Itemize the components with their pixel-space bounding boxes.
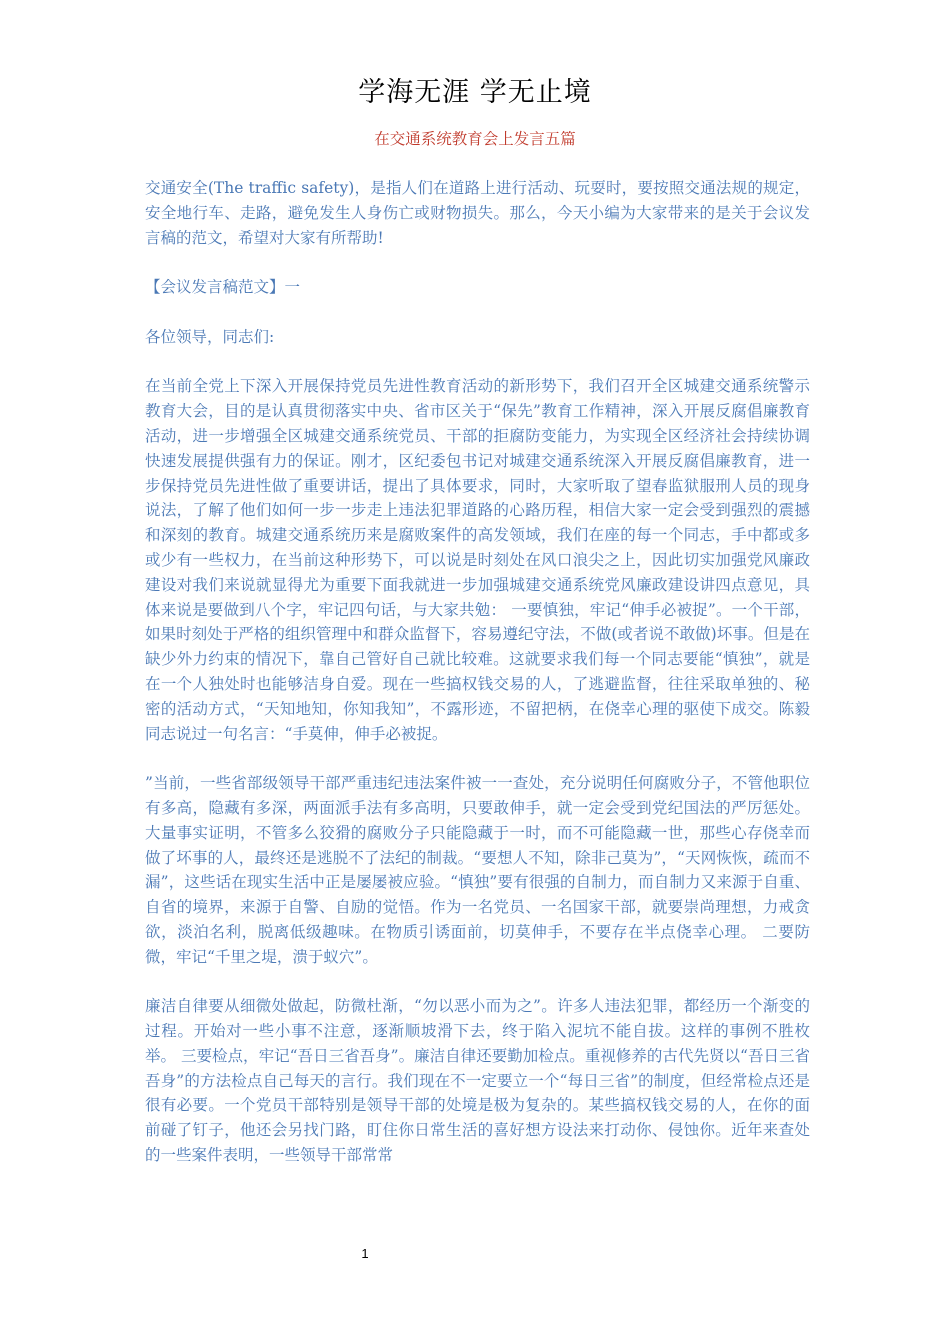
paragraph: 廉洁自律要从细微处做起，防微杜渐，“勿以恶小而为之”。许多人违法犯罪，都经历一个渐变的过程。开始对一些小事不注意，逐渐顺坡滑下去，终于陷入泥坑不能自拔。这样的事例不胜枚举。 三要检点，牢记“吾日三省吾身”。廉洁自律还要勤加检点。重视修养的古代先贤以“吾日三省吾身”的方法检点自己每天的言行。我们现在不一定要立一个“每日三省”的制度，但经常检点还是很有必要。一个党员干部特别是领导干部的处境是极为复杂的。某些搞权钱交易的人，在你的面前碰了钉子，他还会另找门路，盯住你日常生活的喜好想方设法来打动你、侵蚀你。近年来查处的一些案件表明，一些领导干部常常 [145, 997, 810, 1165]
header-motto: 学海无涯 学无止境 [358, 77, 592, 108]
document-body [145, 176, 810, 1193]
section-heading: 【会议发言稿范文】一 [145, 278, 301, 297]
salutation: 各位领导，同志们: [145, 327, 275, 346]
paragraph: 在当前全党上下深入开展保持党员先进性教育活动的新形势下，我们召开全区城建交通系统警示教育大会，目的是认真贯彻落实中央、省市区关于“保先”教育工作精神，深入开展反腐倡廉教育活动，进一步增强全区城建交通系统党员、干部的拒腐防变能力，为实现全区经济社会持续协调快速发展提供强有力的保证。刚才，区纪委包书记对城建交通系统深入开展反腐倡廉教育，进一步保持党员先进性做了重要讲话，提出了具体要求，同时，大家听取了望春监狱服刑人员的现身说法，了解了他们如何一步一步走上违法犯罪道路的心路历程，相信大家一定会受到强烈的震撼和深刻的教育。城建交通系统历来是腐败案件的高发领域，我们在座的每一个同志，手中都或多或少有一些权力，在当前这种形势下，可以说是时刻处在风口浪尖之上，因此切实加强党风廉政建设对我们来说就显得尤为重要下面我就进一步加强城建交通系统党风廉政建设讲四点意见，具体来说是要做到八个字，牢记四句话，与大家共勉： 一要慎独，牢记“伸手必被捉”。一个干部，如果时刻处于严格的组织管理中和群众监督下，容易遵纪守法，不做(或者说不敢做)坏事。但是在缺少外力约束的情况下，靠自己管好自己就比较难。这就要求我们每一个同志要能“慎独”，就是在一个人独处时也能够洁身自爱。现在一些搞权钱交易的人，了逃避监督，往往采取单独的、秘密的活动方式，“天知地知，你知我知”，不露形迹，不留把柄，在侥幸心理的驱使下成交。陈毅同志说过一句名言：“手莫伸，伸手必被捉。 [145, 377, 810, 743]
paragraph: ”当前，一些省部级领导干部严重违纪违法案件被一一查处，充分说明任何腐败分子，不管他职位有多高，隐藏有多深，两面派手法有多高明，只要敢伸手，就一定会受到党纪国法的严厉惩处。大量事实证明，不管多么狡猾的腐败分子只能隐藏于一时，而不可能隐藏一世，那些心存侥幸而做了坏事的人，最终还是逃脱不了法纪的制裁。“要想人不知，除非己莫为”，“天网恢恢，疏而不漏”，这些话在现实生活中正是屡屡被应验。“慎独”要有很强的自制力，而自制力又来源于自重、自省的境界，来源于自警、自励的觉悟。作为一名党员、一名国家干部，就要崇尚理想，力戒贪欲，淡泊名利，脱离低级趣味。在物质引诱面前，切莫伸手，不要存在半点侥幸心理。 二要防微，牢记“千里之堤，溃于蚁穴”。 [145, 774, 810, 966]
page-number: 1 [361, 1246, 369, 1261]
document-title: 在交通系统教育会上发言五篇 [374, 130, 576, 148]
paragraph-intro: 交通安全(The traffic safety)，是指人们在道路上进行活动、玩耍时，要按照交通法规的规定，安全地行车、走路，避免发生人身伤亡或财物损失。那么，今天小编为大家带来的是关于会议发言稿的范文，希望对大家有所帮助! [145, 179, 810, 247]
